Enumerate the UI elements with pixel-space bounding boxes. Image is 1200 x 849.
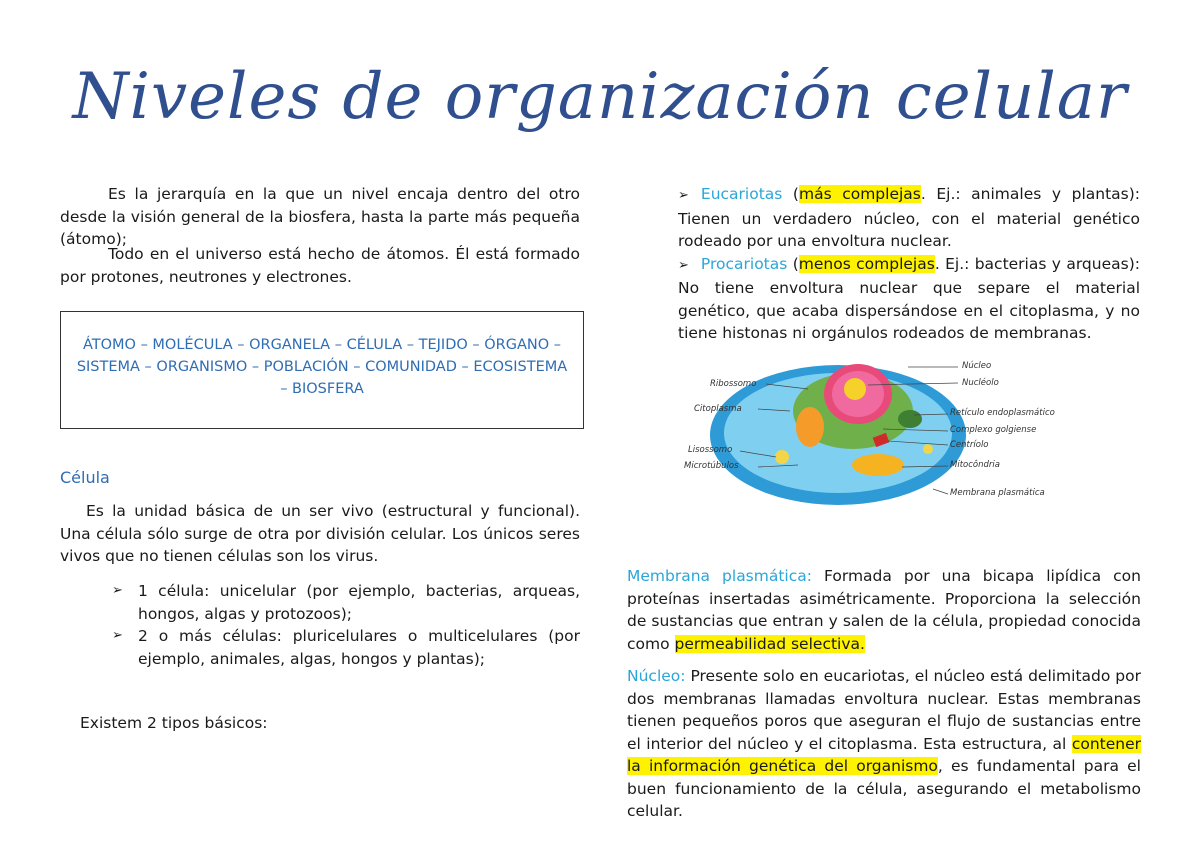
intro-paragraph-2: Todo en el universo está hecho de átomos. Él está formado por protones, neutrones y electrones. xyxy=(60,245,580,286)
plasma-membrane-highlight: permeabilidad selectiva. xyxy=(674,634,865,653)
plasma-membrane-text: Formada por una bicapa lipídica con proteínas insertadas asimétricamente. Proporciona la selección de sustancias que entran y salen de la célula, propiedad conocida como xyxy=(627,567,1141,653)
label-microtubulos: Microtúbulos xyxy=(684,461,739,471)
eukaryote-item xyxy=(678,183,1140,253)
arrow-bullet-icon: ➢ xyxy=(678,188,689,203)
arrow-bullet-icon: ➢ xyxy=(678,257,689,273)
cell-count-list xyxy=(112,580,580,670)
list-item-text: 2 o más células: pluricelulares o multicelulares (por ejemplo, animales, algas, hongos y plantas); xyxy=(138,627,580,668)
arrow-bullet-icon: ➢ xyxy=(112,583,123,598)
plasma-membrane-paragraph xyxy=(627,565,1141,655)
intro-paragraph-1: Es la jerarquía en la que un nivel encaja dentro del otro desde la visión general de la biosfera, hasta la parte más pequeña (átomo); xyxy=(60,185,580,248)
prokaryote-term: Procariotas xyxy=(700,254,788,273)
cell-types-list xyxy=(678,183,1140,345)
list-item xyxy=(112,625,580,670)
nucleus-text: Presente solo en eucariotas, el núcleo está delimitado por dos membranas llamadas envoltura nuclear. Estas membranas tienen pequeños poros que aseguran el flujo de sustancias entre el interior del núcleo y el citoplasma. Esta estructura, al xyxy=(627,667,1141,753)
page-title: Niveles de organización celular xyxy=(72,60,1128,134)
eukaryote-highlight: más complejas xyxy=(798,185,921,203)
label-centriolo: Centríolo xyxy=(950,440,989,450)
prokaryote-text: . Ej.: bacterias y arqueas): No tiene envoltura nuclear que separe el material genético, que acaba dispersándose en el citoplasma, y no tiene histonas ni orgánulos rodeados de membranas. xyxy=(678,254,1140,342)
prokaryote-paren: ( xyxy=(787,254,799,273)
animal-cell-diagram xyxy=(678,349,1066,515)
label-golgi: Complexo golgiense xyxy=(950,425,1037,435)
golgi-shape xyxy=(796,407,824,447)
eukaryote-term: Eucariotas xyxy=(700,185,783,203)
arrow-bullet-icon: ➢ xyxy=(112,628,123,643)
eukaryote-paren: ( xyxy=(782,185,799,203)
hierarchy-box xyxy=(60,311,584,429)
cell-definition: Es la unidad básica de un ser vivo (estructural y funcional). Una célula sólo surge de otra por división celular. Los únicos seres vivos que no tienen células son los virus. xyxy=(60,502,580,565)
eukaryote-text: . Ej.: animales y plantas): Tienen un verdadero núcleo, con el material genético rodeado por una envoltura nuclear. xyxy=(678,185,1140,250)
prokaryote-highlight: menos complejas xyxy=(798,254,935,273)
label-membrana: Membrana plasmática xyxy=(950,488,1045,498)
nucleolus-shape xyxy=(844,378,866,400)
prokaryote-item xyxy=(678,253,1140,345)
cell-heading: Célula xyxy=(60,468,110,487)
plasma-membrane-term: Membrana plasmática: xyxy=(627,567,812,585)
lysosome-shape xyxy=(775,450,789,464)
label-nucleolo: Nucléolo xyxy=(962,378,999,388)
label-ribossomo: Ribossomo xyxy=(710,379,757,389)
label-citoplasma: Citoplasma xyxy=(694,404,742,414)
hierarchy-text: ÁTOMO – MOLÉCULA – ORGANELA – CÉLULA – TEJIDO – ÓRGANO – SISTEMA – ORGANISMO – POBLACIÓN – COMUNIDAD – ECOSISTEMA – BIOSFERA xyxy=(76,337,568,397)
nucleus-term: Núcleo: xyxy=(627,667,686,685)
label-nucleo: Núcleo xyxy=(962,361,992,371)
label-mitocondria: Mitocôndria xyxy=(950,460,1000,470)
nucleus-highlight: contener la información genética del organismo xyxy=(627,734,1141,775)
nucleus-paragraph xyxy=(627,665,1141,823)
label-lisossomo: Lisossomo xyxy=(688,445,733,455)
mitochondria-shape xyxy=(852,454,904,476)
label-reticulo: Retículo endoplasmático xyxy=(950,408,1055,418)
types-intro: Existem 2 tipos básicos: xyxy=(80,714,268,732)
list-item-text: 1 célula: unicelular (por ejemplo, bacterias, arqueas, hongos, algas y protozoos); xyxy=(138,582,580,623)
nucleus-text-end: , es fundamental para el buen funcionamiento de la célula, asegurando el metabolismo celular. xyxy=(627,757,1141,820)
list-item xyxy=(112,580,580,625)
